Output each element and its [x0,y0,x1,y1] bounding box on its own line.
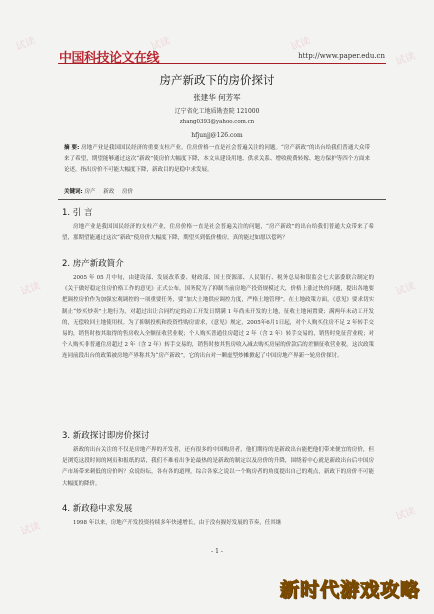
paper-affiliation: 辽宁省化工地质勘查院 121000 [174,108,260,115]
watermark: 试读 [394,505,417,523]
section-paragraph: 房地产业是我国国民经济的支柱产业，住房价格一直是社会普遍关注的问题，“房产新政”的出台给我们普通大众带来了希望，那期望能通过这次“新政”使房价大幅度下降，期望买到低价楼房，真的能过如愿以偿吗？ [62,224,374,242]
section-paragraph: 新政的出台关注的不仅是房地产界的开发者，还有很多的中国购房者，他们期待的是新政出台能把他们带来便宜的房价，但是浏览这段时间的网页和报纸的话，我们不难看出争论最热的是新政的制定以及房价的升降，围绕着中心就是新政出台后中国房产市场带来刺低的房价吗？众说纷纭，各有各的道理，综合各家之说以一个购房者的角度提出自己的观点，新政下的房价不可能大幅度的降价。 [62,447,374,487]
section-heading: 1. 引 言 [62,208,93,218]
abstract-label: 摘 要: [64,145,80,151]
keywords [64,187,370,195]
abstract-text: 房地产业是我国国民经济的重要支柱产业。住房价格一直是社会普遍关注的问题。“房产新政”的出台给我们普通大众带来了希望，期望能够通过这次“新政”使房价大幅度下降，本文从建设用地、供求关系、增收税费转嫁、地方保护等四个方面来论述，指出房价不可能大幅度下降，新政目的是稳中求发展。 [64,145,370,173]
section-paragraph: 1998 年以来，房地产开发投资持续多年快速增长，由于没有握好发展的节奏，任其继 [73,520,282,526]
paper-title: 房产新政下的房价探讨 [159,73,275,87]
paper-authors: 张建华 何芳军 [193,93,241,102]
watermark: 试读 [19,280,42,298]
journal-url[interactable]: http://www.paper.edu.cn [298,52,385,60]
header-rule [58,63,386,64]
section-rule [58,199,386,200]
watermark: 试读 [19,520,42,538]
section-heading: 3. 新政探讨即房价探讨 [62,431,150,441]
watermark: 试读 [149,35,172,53]
keywords-text: 房产 新政 房价 [84,189,133,195]
watermark: 试读 [394,280,417,298]
watermark: 试读 [14,35,37,53]
abstract [64,143,370,176]
journal-logo: 中国科技论文在线 [59,51,160,66]
section-paragraph: 2005 年 05 月中旬，由建设部、发展改革委、财政部、国土资源部、人民银行、税务总局和银监会七大部委联合制定的《关于做好稳定住房价格工作的意见》正式公布。国务院为了抑制当前房地产投资规模过大，价格上涨过快的问题，提出各地要把调控房价作为加强宏观调控的一项重要任务，要“加大土地供应调控力度，严格土地管理”。在土地政策方面，《意见》要求切实制止“炒买炒卖”土地行为，对超过出让合同约定的动工开发日期满 1 年尚未开发的土地，征收土地闲置费；满两年未动工开发的，无偿收回土地使用权。为了抑制投机和投资性购房需求，《意见》规定，2005年6月1日起，对个人购买住房不足 2 年转手交易的，销售时按其取得的售房收入全额征收营业税；个人购买普通住房超过 2 年（含 2 年）转手交易的，销售时免征营业税；对个人购买非普通住房超过 2 年（含 2 年）转手交易的，销售时按其售房收入减去购买房屋的价款后的差额征收营业税。这次政策连同前段出台的政策被房地产界称其为“房产新政”，它的出台对一颗虚型炒摊掀起了中国房地产界新一轮房价探讨。 [62,275,374,360]
section-heading: 2. 房产新政简介 [62,259,124,269]
keywords-label: 关键词: [64,189,83,195]
brand-overlay-logo: 新时代游戏攻略 [279,579,420,601]
author-email: zhang0393@yahoo.com.cn [179,119,255,125]
section-heading: 4. 新政稳中求发展 [62,504,133,514]
watermark: 试读 [289,35,312,53]
watermark: 试读 [394,50,417,68]
author-email: hfjunjj@126.com [191,132,243,139]
page-number: - 1 - [211,548,223,555]
